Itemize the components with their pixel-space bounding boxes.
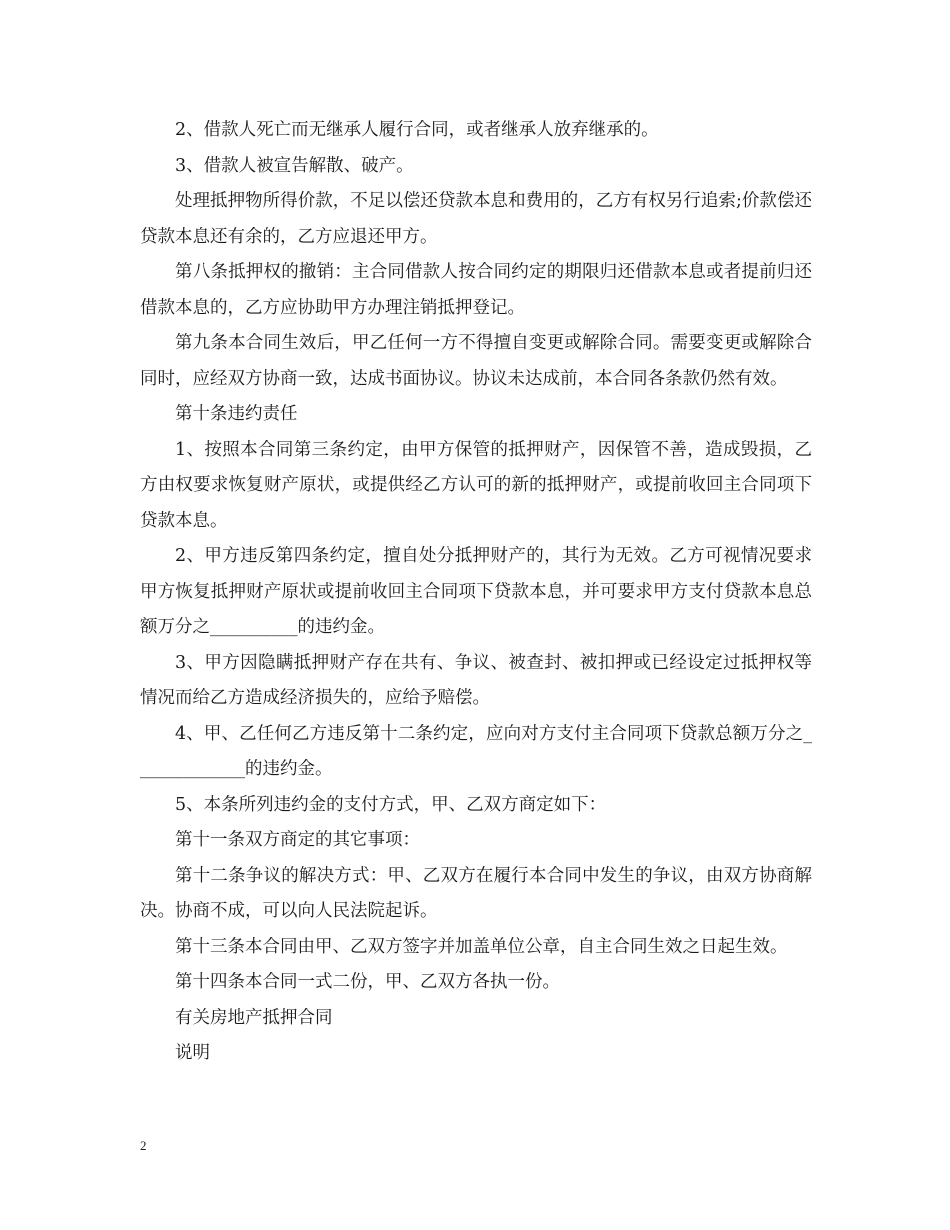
document-body [140, 113, 812, 1072]
heading-related-mortgage-contract: 有关房地产抵押合同 [175, 1007, 333, 1028]
paragraph-article-10-item-4: 4、甲、乙任何乙方违反第十二条约定，应向对方支付主合同项下贷款总额万分之_____________的违约金。 [140, 723, 812, 779]
paragraph-article-13: 第十三条本合同由甲、乙双方签字并加盖单位公章，自主合同生效之日起生效。 [175, 936, 788, 957]
heading-explanation: 说明 [175, 1043, 210, 1063]
paragraph-clause-3-bankruptcy: 3、借款人被宣告解散、破产。 [175, 155, 414, 176]
paragraph-article-14: 第十四条本合同一式二份，甲、乙双方各执一份。 [175, 972, 560, 992]
paragraph-article-10-item-3: 3、甲方因隐瞒抵押财产存在共有、争议、被查封、被扣押或已经设定过抵押权等情况而给乙方造成经济损失的，应给予赔偿。 [140, 652, 812, 708]
paragraph-article-12: 第十二条争议的解决方式：甲、乙双方在履行本合同中发生的争议，由双方协商解决。协商不成，可以向人民法院起诉。 [140, 865, 812, 921]
paragraph-article-8: 第八条抵押权的撤销：主合同借款人按合同约定的期限归还借款本息或者提前归还借款本息的，乙方应协助甲方办理注销抵押登记。 [140, 262, 812, 318]
paragraph-article-11: 第十一条双方商定的其它事项： [175, 830, 420, 850]
paragraph-clause-2-death: 2、借款人死亡而无继承人履行合同，或者继承人放弃继承的。 [175, 120, 659, 140]
paragraph-article-10-item-2: 2、甲方违反第四条约定，擅自处分抵押财产的，其行为无效。乙方可视情况要求甲方恢复抵押财产原状或提前收回主合同项下贷款本息，并可要求甲方支付贷款本息总额万分之__________的违约金。 [140, 546, 812, 637]
paragraph-article-10-item-5: 5、本条所列违约金的支付方式，甲、乙双方商定如下： [175, 794, 607, 815]
paragraph-article-10-item-1: 1、按照本合同第三条约定，由甲方保管的抵押财产，因保管不善，造成毁损，乙方由权要求恢复财产原状，或提供经乙方认可的新的抵押财产，或提前收回主合同项下贷款本息。 [140, 439, 812, 531]
page-number: 2 [140, 1138, 147, 1153]
paragraph-article-9: 第九条本合同生效后，甲乙任何一方不得擅自变更或解除合同。需要变更或解除合同时，应经双方协商一致，达成书面协议。协议未达成前，本合同各条款仍然有效。 [140, 333, 812, 389]
heading-article-10: 第十条违约责任 [175, 404, 298, 424]
paragraph-collateral-proceeds: 处理抵押物所得价款，不足以偿还贷款本息和费用的，乙方有权另行追索;价款偿还贷款本息还有余的，乙方应退还甲方。 [140, 191, 812, 247]
